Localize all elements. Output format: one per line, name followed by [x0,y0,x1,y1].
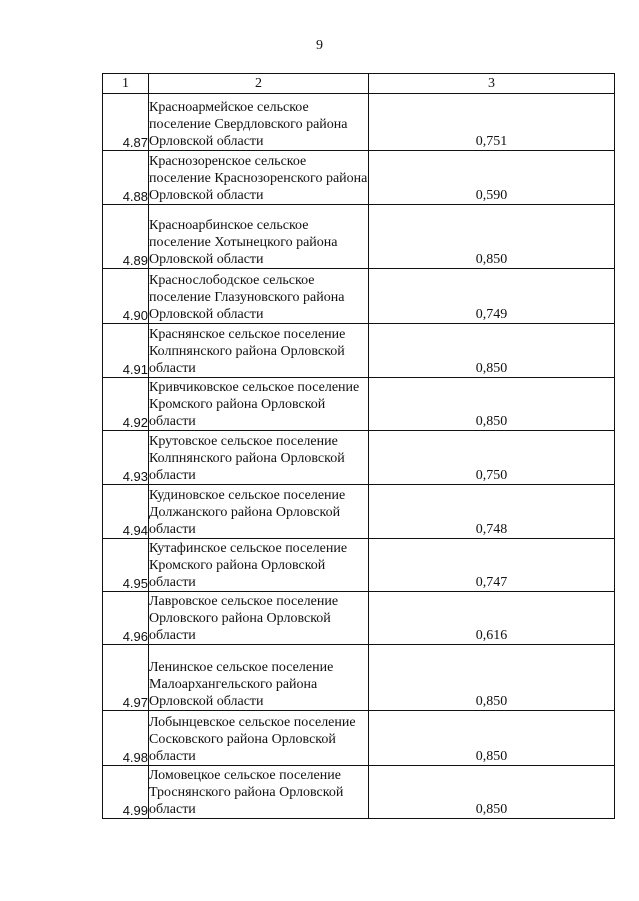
row-number: 4.97 [103,645,149,711]
row-number: 4.95 [103,539,149,592]
table-row [103,205,615,269]
coefficient-value: 0,751 [369,94,615,151]
row-number: 4.88 [103,151,149,205]
settlement-name: Ломовецкое сельское поселение Троснянского района Орловской области [149,766,369,819]
column-header-number: 1 [103,74,149,94]
row-number: 4.96 [103,592,149,645]
table-row [103,711,615,766]
coefficient-value: 0,850 [369,645,615,711]
row-number: 4.89 [103,205,149,269]
row-number: 4.92 [103,378,149,431]
data-table [102,73,615,819]
row-number: 4.87 [103,94,149,151]
row-number: 4.90 [103,269,149,324]
table-row [103,766,615,819]
row-number: 4.94 [103,485,149,539]
table-row [103,324,615,378]
coefficient-value: 0,616 [369,592,615,645]
settlement-name: Кривчиковское сельское поселение Кромского района Орловской области [149,378,369,431]
coefficient-value: 0,590 [369,151,615,205]
settlement-name: Красноарбинское сельское поселение Хотынецкого района Орловской области [149,205,369,269]
table-row [103,94,615,151]
row-number: 4.91 [103,324,149,378]
column-header-name: 2 [149,74,369,94]
table-header-row [103,74,615,94]
coefficient-value: 0,850 [369,324,615,378]
settlement-name: Ленинское сельское поселение Малоархангельского района Орловской области [149,645,369,711]
settlement-name: Лавровское сельское поселение Орловского района Орловской области [149,592,369,645]
settlement-name: Кутафинское сельское поселение Кромского района Орловской области [149,539,369,592]
row-number: 4.99 [103,766,149,819]
coefficient-value: 0,748 [369,485,615,539]
settlement-name: Краснянское сельское поселение Колпнянского района Орловской области [149,324,369,378]
page-number: 9 [316,38,323,53]
coefficient-value: 0,750 [369,431,615,485]
settlement-name: Кудиновское сельское поселение Должанского района Орловской области [149,485,369,539]
settlement-name: Крутовское сельское поселение Колпнянского района Орловской области [149,431,369,485]
table-row [103,378,615,431]
settlement-name: Лобынцевское сельское поселение Сосковского района Орловской области [149,711,369,766]
table-row [103,645,615,711]
settlement-name: Краснозоренское сельское поселение Краснозоренского района Орловской области [149,151,369,205]
row-number: 4.98 [103,711,149,766]
table-row [103,592,615,645]
coefficient-value: 0,850 [369,205,615,269]
table-row [103,269,615,324]
settlement-name: Краснослободское сельское поселение Глазуновского района Орловской области [149,269,369,324]
row-number: 4.93 [103,431,149,485]
table-row [103,431,615,485]
coefficient-value: 0,747 [369,539,615,592]
coefficient-value: 0,850 [369,766,615,819]
coefficient-value: 0,749 [369,269,615,324]
table-row [103,539,615,592]
settlement-name: Красноармейское сельское поселение Свердловского района Орловской области [149,94,369,151]
coefficient-value: 0,850 [369,711,615,766]
table-row [103,151,615,205]
coefficient-value: 0,850 [369,378,615,431]
table-row [103,485,615,539]
column-header-value: 3 [369,74,615,94]
